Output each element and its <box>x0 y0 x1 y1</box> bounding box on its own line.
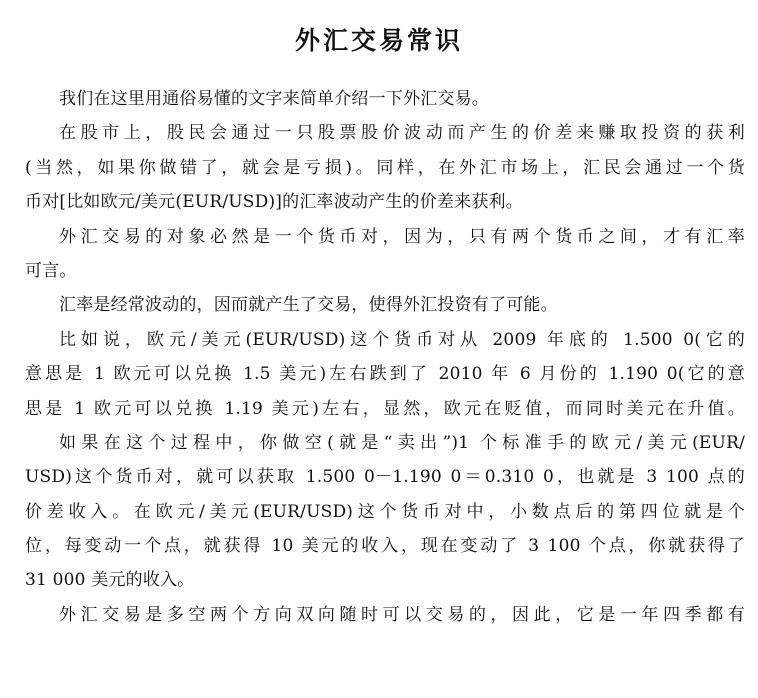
page-title: 外汇交易常识 <box>294 25 463 55</box>
paragraph-1-line-1: 我们在这里用通俗易懂的文字来简单介绍一下外汇交易。 <box>59 89 489 109</box>
paragraph-3-line-2: 可言。 <box>25 260 77 281</box>
paragraph-2-line-3: 币对[比如欧元/美元(EUR/USD)]的汇率波动产生的价差来获利。 <box>25 192 523 213</box>
paragraph-6-line-1: 如果在这个过程中，你做空(就是“卖出”)1 个标准手的欧元/美元(EUR/ <box>59 432 745 453</box>
paragraph-3-line-1: 外汇交易的对象必然是一个货币对，因为，只有两个货币之间，才有汇率 <box>59 226 745 247</box>
paragraph-6-line-4: 位，每变动一个点，就获得 10 美元的收入，现在变动了 3 100 个点，你就获得了 <box>25 536 745 557</box>
paragraph-5-line-2: 意思是 1 欧元可以兑换 1.5 美元)左右跌到了 2010 年 6 月份的 1.190 0(它的意 <box>25 364 745 385</box>
article-body <box>25 82 745 632</box>
paragraph-2-line-2: (当然，如果你做错了，就会是亏损)。同样，在外汇市场上，汇民会通过一个货 <box>25 157 745 178</box>
paragraph-5-line-3: 思是 1 欧元可以兑换 1.19 美元)左右，显然，欧元在贬值，而同时美元在升值。 <box>25 398 745 419</box>
paragraph-6-line-5: 31 000 美元的收入。 <box>25 570 195 591</box>
paragraph-5-line-1: 比如说，欧元/美元(EUR/USD)这个货币对从 2009 年底的 1.500 0(它的 <box>59 329 745 350</box>
paragraph-4-line-1: 汇率是经常波动的，因而就产生了交易，使得外汇投资有了可能。 <box>59 295 558 316</box>
paragraph-6-line-3: 价差收入。在欧元/美元(EUR/USD)这个货币对中，小数点后的第四位就是个 <box>25 501 745 522</box>
paragraph-2-line-1: 在股市上，股民会通过一只股票股价波动而产生的价差来赚取投资的获利 <box>59 123 745 144</box>
paragraph-7-line-1: 外汇交易是多空两个方向双向随时可以交易的，因此，它是一年四季都有 <box>59 604 745 625</box>
paragraph-6-line-2: USD)这个货币对，就可以获取 1.500 0－1.190 0＝0.310 0，也就是 3 100 点的 <box>25 467 745 488</box>
